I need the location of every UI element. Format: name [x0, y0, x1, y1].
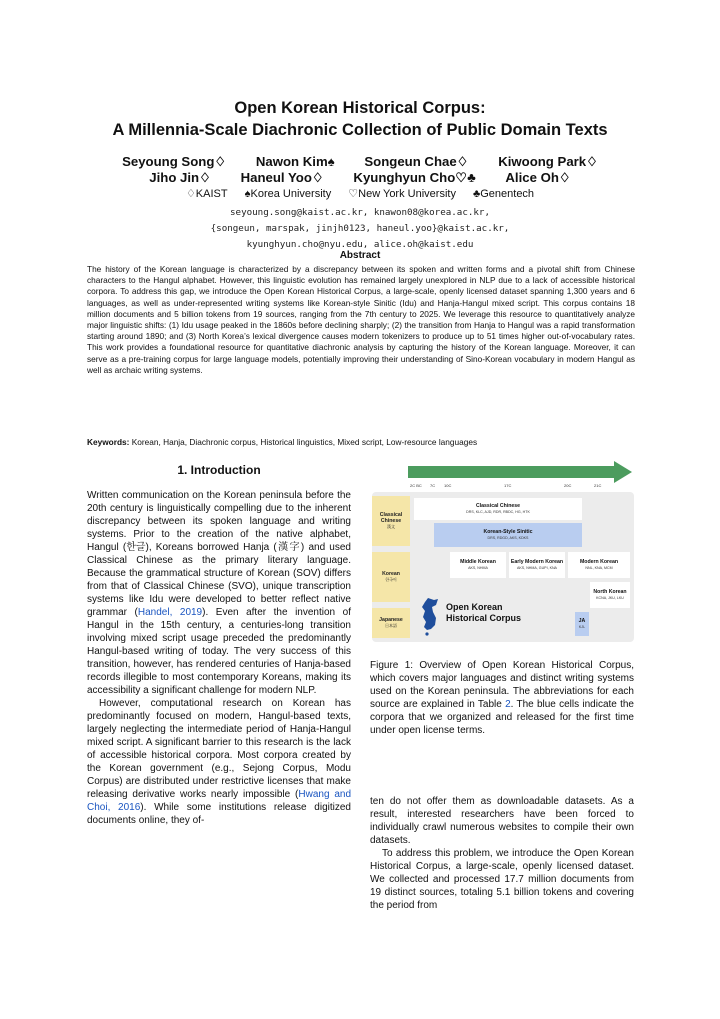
row-label-sub: 漢文 — [387, 524, 395, 529]
author: Seyoung Song♢ — [122, 154, 227, 169]
box-sources: DRS, KLC, AJD, RDR, RBDC, HG, HTK — [466, 510, 530, 514]
row-label-sub: 日本語 — [385, 623, 397, 628]
box-north-korean — [590, 582, 630, 608]
row-label-text: Classical Chinese — [379, 512, 403, 524]
keywords-label: Keywords: — [87, 437, 130, 447]
figure-caption — [370, 659, 634, 737]
box-title: Classical Chinese — [475, 503, 521, 509]
author-row-2 — [0, 170, 720, 186]
box-japanese-ja — [575, 612, 589, 636]
author: Kiwoong Park♢ — [498, 154, 598, 169]
box-sources: KJL — [578, 625, 586, 629]
figure-corpus-title: Open Korean Historical Corpus — [446, 602, 522, 623]
box-sources: AKS, NHMA, GUPI, KNA — [517, 566, 557, 570]
box-modern-korean — [568, 552, 630, 578]
paper-title — [0, 97, 720, 141]
author: Nawon Kim♠ — [255, 154, 335, 169]
box-korean-style-sinitic — [434, 523, 582, 547]
figure-1 — [372, 462, 634, 642]
caption-text — [370, 659, 634, 737]
box-title: Modern Korean — [579, 559, 619, 565]
box-title: North Korean — [593, 589, 627, 595]
title-line-1: Open Korean Historical Corpus: — [234, 99, 486, 117]
author: Songeun Chae♢ — [364, 154, 469, 169]
text-run: However, computational research on Korean has predominantly focused on modern, Hangul-based texts, largely neglecting the intermediate period of Hanja-Hangul mixed script. A significant barrier to this research is the lack of accessible historical corpora. Most corpora created by the Korean government (e.g., Sejong Corpus, Modu Corpus) are distributed under restrictive licenses that make releasing derivative works nearly impossible ( — [87, 698, 351, 800]
timeline-tick: 10C — [444, 483, 452, 488]
keywords — [87, 437, 635, 448]
author-list — [0, 154, 720, 186]
box-title: Early Modern Korean — [510, 559, 564, 565]
abstract-heading: Abstract — [339, 250, 381, 261]
timeline-arrow-head — [614, 461, 632, 483]
section-heading: 1. Introduction — [177, 463, 261, 477]
text-run: ). While some institutions release digitized documents online, they of- — [87, 802, 351, 826]
author-row-1 — [0, 154, 720, 170]
row-label-classical-chinese — [372, 496, 410, 546]
box-title: Middle Korean — [460, 559, 496, 565]
box-title: JA — [578, 618, 586, 624]
row-label-text: Korean — [382, 571, 400, 577]
author: Haneul Yoo♢ — [240, 170, 324, 185]
timeline-tick: 7C — [430, 483, 436, 488]
paragraph — [87, 697, 351, 827]
timeline-tick: 20C — [564, 483, 572, 488]
affiliation: ♢KAIST — [185, 188, 228, 200]
paragraph: ten do not offer them as downloadable datasets. As a result, interested researchers have been forced to individually crawl numerous websites to compile their own datasets. — [370, 796, 634, 846]
row-label-korean — [372, 552, 410, 602]
box-title: Korean-Style Sinitic — [483, 529, 533, 535]
box-early-modern-korean — [509, 552, 565, 578]
text-run: Figure 1: Overview of Open Korean Historical Corpus, which covers major languages and distinct writing systems used on the Korean peninsula. The abbreviations for each source are explained in Table — [370, 660, 634, 710]
timeline-tick: 2C BC — [410, 483, 422, 488]
email-line: kyunghyun.cho@nyu.edu, alice.oh@kaist.edu — [246, 239, 474, 250]
keywords-text: Korean, Hanja, Diachronic corpus, Historical linguistics, Mixed script, Low-resource languages — [129, 437, 478, 447]
text-run: Written communication on the Korean peninsula before the 20th century is linguistically compelling due to the inherent discrepancy between its spoken language and writing systems. Prior to the creation of the native alphabet, Hangul (한글), Koreans borrowed Hanja (漢字) and used Classical Chinese as the primary literary language. Because the grammatical structure of Korean (SOV) differs from that of Classical Chinese (SVO), unique transcription systems like Idu were developed to better reflect native grammar ( — [87, 490, 351, 618]
row-label-text: Japanese — [379, 617, 403, 623]
email-line: {songeun, marspak, jinjh0123, haneul.yoo}@kaist.ac.kr, — [210, 223, 510, 234]
citation-link[interactable]: Hwang and Choi, 2016 — [87, 789, 351, 813]
title-line-2: A Millennia-Scale Diachronic Collection of Public Domain Texts — [112, 121, 608, 139]
text-run: . The blue cells indicate the corpora that we organized and released for the first time under open license terms. — [370, 699, 634, 736]
box-sources: KCNA, JKU, LKU — [596, 596, 624, 600]
email-line: seyoung.song@kaist.ac.kr, knawon08@korea.ac.kr, — [230, 207, 490, 218]
box-classical-chinese — [414, 498, 582, 520]
box-sources: DRS, RDGD, AKS, KDKS — [487, 536, 529, 540]
box-sources: AKS, NHMA — [468, 566, 488, 570]
author: Jiho Jin♢ — [149, 170, 211, 185]
korean-peninsula-icon — [418, 596, 442, 636]
text-run: ). Even after the invention of Hangul in the 15th century, a centuries-long transition involving mixed script usage preceded the predominantly Hangul-based writing of today. The very success of this transition, however, has rendered centuries of Hanja-based records illegible to most contemporary Koreans, making its accessibility a significant challenge for modern NLP. — [87, 607, 351, 696]
author: Alice Oh♢ — [505, 170, 571, 185]
affiliation: ♡New York University — [348, 188, 456, 200]
timeline-tick: 21C — [594, 483, 602, 488]
timeline-tick: 17C — [504, 483, 512, 488]
author: Kyunghyun Cho♡♣ — [353, 170, 476, 185]
left-column — [87, 489, 351, 827]
affiliations — [0, 187, 720, 201]
citation-link[interactable]: Handel, 2019 — [137, 607, 203, 618]
email-list — [0, 205, 720, 253]
timeline-arrow — [408, 466, 614, 478]
box-middle-korean — [450, 552, 506, 578]
affiliation: ♠Korea University — [244, 188, 332, 200]
box-sources: NNL, KNA, MCM — [585, 566, 613, 570]
affiliation: ♣Genentech — [473, 188, 535, 200]
row-label-japanese — [372, 608, 410, 638]
paragraph — [87, 489, 351, 697]
right-column — [370, 795, 634, 912]
abstract-text: The history of the Korean language is characterized by a discrepancy between its spoken and written forms and a pivotal shift from Chinese characters to the Hangul alphabet. However, this linguistic evolution has remained largely unexplored in NLP due to a lack of accessible historical corpora. To address this gap, we introduce the Open Korean Historical Corpus, a large-scale, openly licensed dataset spanning 1,300 years and 6 languages, as well as under-represented writing systems like Korean-style Sinitic (Idu) and Hanja-Hangul mixed script. This corpus contains 18 million documents and 5 billion tokens from 19 sources, ranging from the 7th century to 2025. We leverage this resource to quantitatively analyze major linguistic shifts: (1) Idu usage peaked in the 1860s before declining sharply; (2) the transition from Hanja to Hangul was a rapid transformation starting around 1890; and (3) North Korea’s lexical divergence causes modern tokenizers to produce up to 51 times higher out-of-vocabulary rates. This work provides a foundational resource for quantitative diachronic analysis by capturing the history of the Korean language. Moreover, it can serve as a pre-training corpus for large language models, potentially improving their understanding of Sino-Korean vocabulary in modern Hangul as well as archaic writing systems. — [87, 264, 635, 375]
table-ref-link[interactable]: 2 — [505, 699, 511, 710]
row-label-sub: 한국어 — [385, 577, 397, 582]
paragraph: To address this problem, we introduce the Open Korean Historical Corpus, a large-scale, openly licensed dataset. We collected and processed 17.7 million documents from 19 distinct sources, totaling 5.1 billion tokens and covering the period from — [370, 848, 634, 911]
